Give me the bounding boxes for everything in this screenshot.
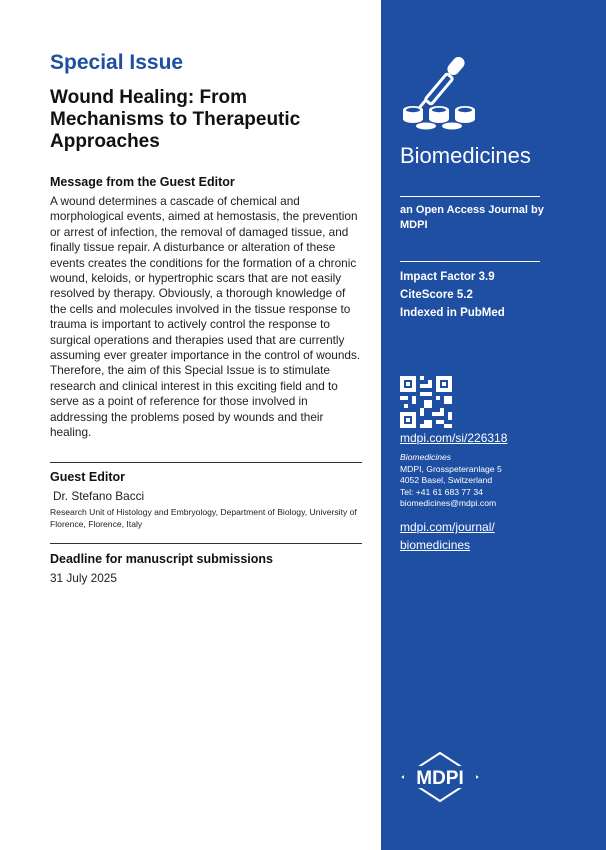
indexed-in: Indexed in PubMed (400, 307, 505, 319)
divider (400, 261, 540, 262)
journal-metrics (400, 268, 505, 322)
message-heading: Message from the Guest Editor (50, 175, 235, 189)
contact-journal: Biomedicines (400, 452, 452, 462)
left-column (50, 50, 362, 586)
qr-code[interactable] (400, 376, 452, 428)
citescore: CiteScore 5.2 (400, 289, 473, 301)
pipette-dish-icon (399, 52, 481, 130)
mdpi-logo (400, 751, 480, 803)
journal-link-line-1[interactable]: mdpi.com/journal/ (400, 520, 495, 534)
journal-link[interactable] (400, 518, 495, 554)
mdpi-logo-text: MDPI (416, 768, 464, 789)
contact-tel: Tel: +41 61 683 77 34 (400, 486, 483, 497)
guest-editor-heading: Guest Editor (50, 469, 126, 484)
special-issue-label: Special Issue (50, 51, 184, 74)
contact-city: 4052 Basel, Switzerland (400, 475, 493, 485)
guest-editor-affiliation: Research Unit of Histology and Embryology, Department of Biology, University of Florence, Florence, Italy (50, 506, 357, 529)
open-access-label: an Open Access Journal by MDPI (400, 204, 544, 231)
divider (50, 543, 362, 544)
contact-block (400, 452, 502, 510)
journal-link-line-2[interactable]: biomedicines (400, 538, 471, 552)
guest-editor-name: Dr. Stefano Bacci (53, 488, 145, 503)
deadline-date: 31 July 2025 (50, 570, 117, 585)
deadline-heading: Deadline for manuscript submissions (50, 551, 273, 566)
message-body: A wound determines a cascade of chemical and morphological events, aimed at hemostasis, the prevention or arrest of infection, the removal of damaged tissue, and finally tissue repair. A disturbance or alteration of these events creates the conditions for the formation of a chronic wound, keloids, or hypertrophic scars that are not easily resolved by therapy. Obviously, a thorough knowledge of the cells and molecules involved in the tissue response to trauma is important to actively control the response to surgical operations and therapies used that are currently assuming ever greater importance in the control of wounds. Therefore, the aim of this Special Issue is to stimulate research and clinical interest in this exciting field and to serve as a point of reference for those involved in addressing the problems posed by wounds and their healing. (50, 194, 361, 440)
issue-title: Wound Healing: From Mechanisms to Therapeutic Approaches (50, 87, 301, 152)
impact-factor: Impact Factor 3.9 (400, 271, 495, 283)
journal-name: Biomedicines (400, 143, 531, 168)
divider (50, 462, 362, 463)
divider (400, 196, 540, 197)
special-issue-link[interactable]: mdpi.com/si/226318 (400, 431, 508, 445)
journal-sidebar (381, 0, 606, 850)
contact-publisher: MDPI, Grosspeteranlage 5 (400, 463, 502, 474)
contact-email[interactable]: biomedicines@mdpi.com (400, 498, 497, 508)
